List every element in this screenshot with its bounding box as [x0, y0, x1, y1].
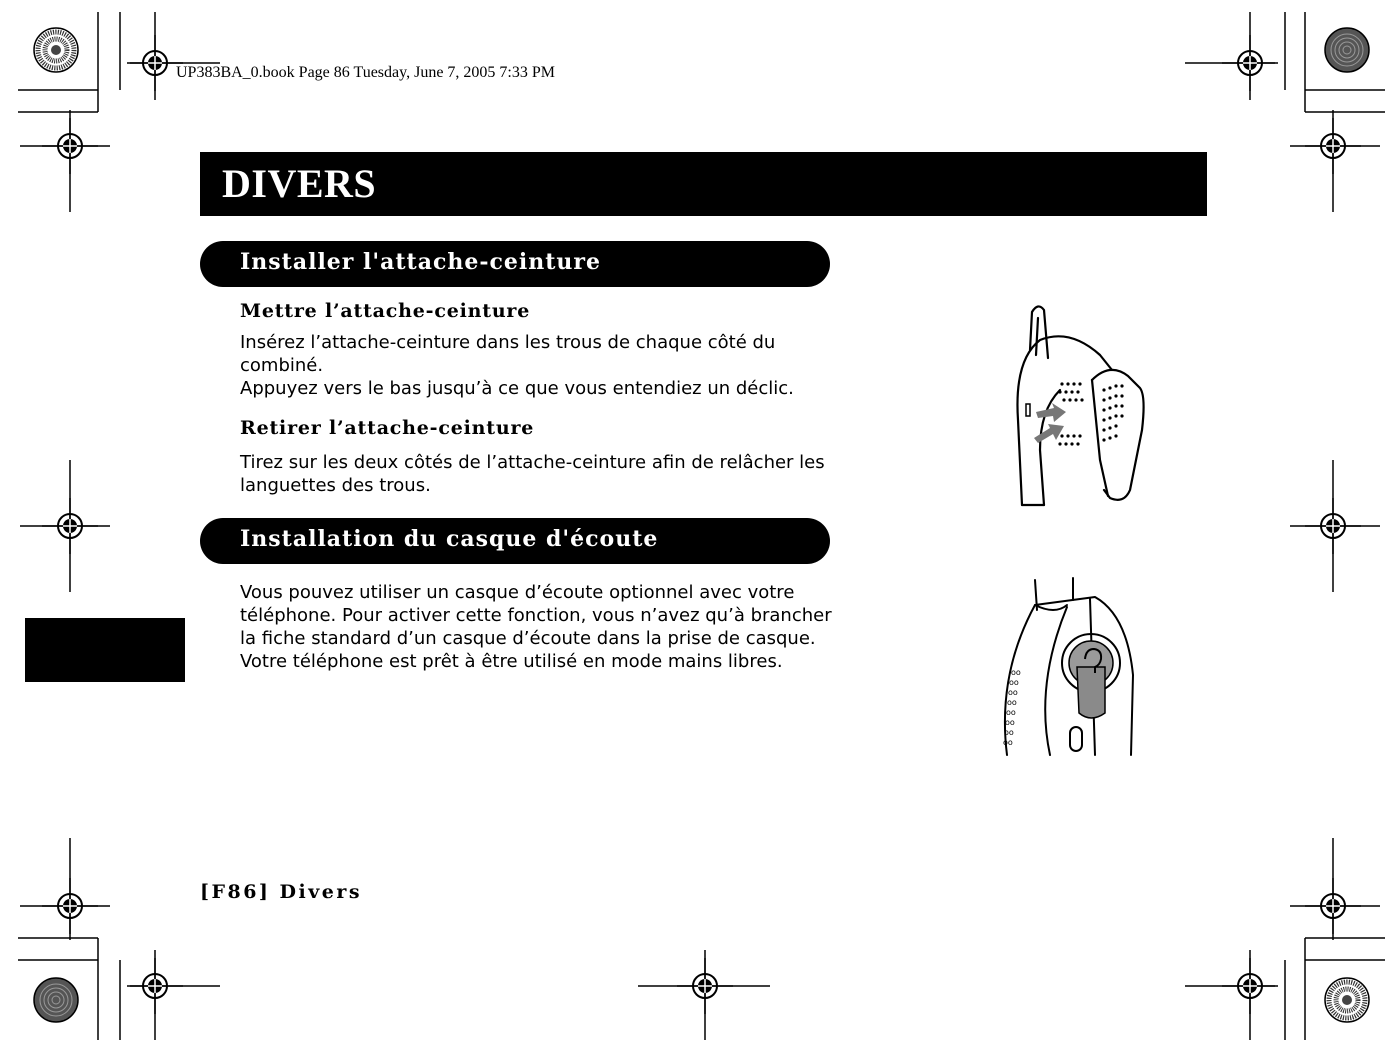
subheading: Mettre l’attache-ceinture: [240, 300, 531, 322]
text-line: Insérez l’attache-ceinture dans les trous de chaque côté du: [240, 332, 776, 353]
text-line: la fiche standard d’un casque d’écoute dans la prise de casque.: [240, 628, 816, 649]
text-line: téléphone. Pour activer cette fonction, vous n’avez qu’à brancher: [240, 605, 832, 626]
paragraph: [240, 581, 940, 673]
text-line: Tirez sur les deux côtés de l’attache-ceinture afin de relâcher les: [240, 452, 825, 473]
svg-text:oo: oo: [1011, 668, 1021, 677]
svg-text:oo: oo: [1007, 698, 1017, 707]
section-heading: Installation du casque d'écoute: [240, 526, 659, 552]
text-line: languettes des trous.: [240, 475, 431, 496]
paragraph: [240, 451, 940, 497]
section-heading: Installer l'attache-ceinture: [240, 249, 601, 275]
svg-text:oo: oo: [1005, 718, 1015, 727]
print-header: UP383BA_0.book Page 86 Tuesday, June 7, 2005 7:33 PM: [176, 64, 555, 81]
text-line: Votre téléphone est prêt à être utilisé en mode mains libres.: [240, 651, 783, 672]
svg-text:oo: oo: [1009, 678, 1019, 687]
text-line: Vous pouvez utiliser un casque d’écoute optionnel avec votre: [240, 582, 795, 603]
svg-text:oo: oo: [1008, 688, 1018, 697]
svg-text:oo: oo: [1004, 728, 1014, 737]
page-footer: [F86] Divers: [200, 881, 363, 903]
subheading: Retirer l’attache-ceinture: [240, 417, 535, 439]
chapter-tab: [25, 618, 185, 682]
page-title-bar: [200, 152, 1207, 216]
text-line: combiné.: [240, 355, 324, 376]
svg-text:oo: oo: [1003, 738, 1013, 747]
belt-clip-icon: [1000, 300, 1170, 510]
page-title: DIVERS: [222, 161, 377, 206]
headset-icon: [995, 575, 1140, 760]
text-line: Appuyez vers le bas jusqu’à ce que vous entendiez un déclic.: [240, 378, 794, 399]
section-heading-bar: [200, 518, 830, 564]
svg-text:oo: oo: [1006, 708, 1016, 717]
paragraph: [240, 331, 940, 400]
section-heading-bar: [200, 241, 830, 287]
